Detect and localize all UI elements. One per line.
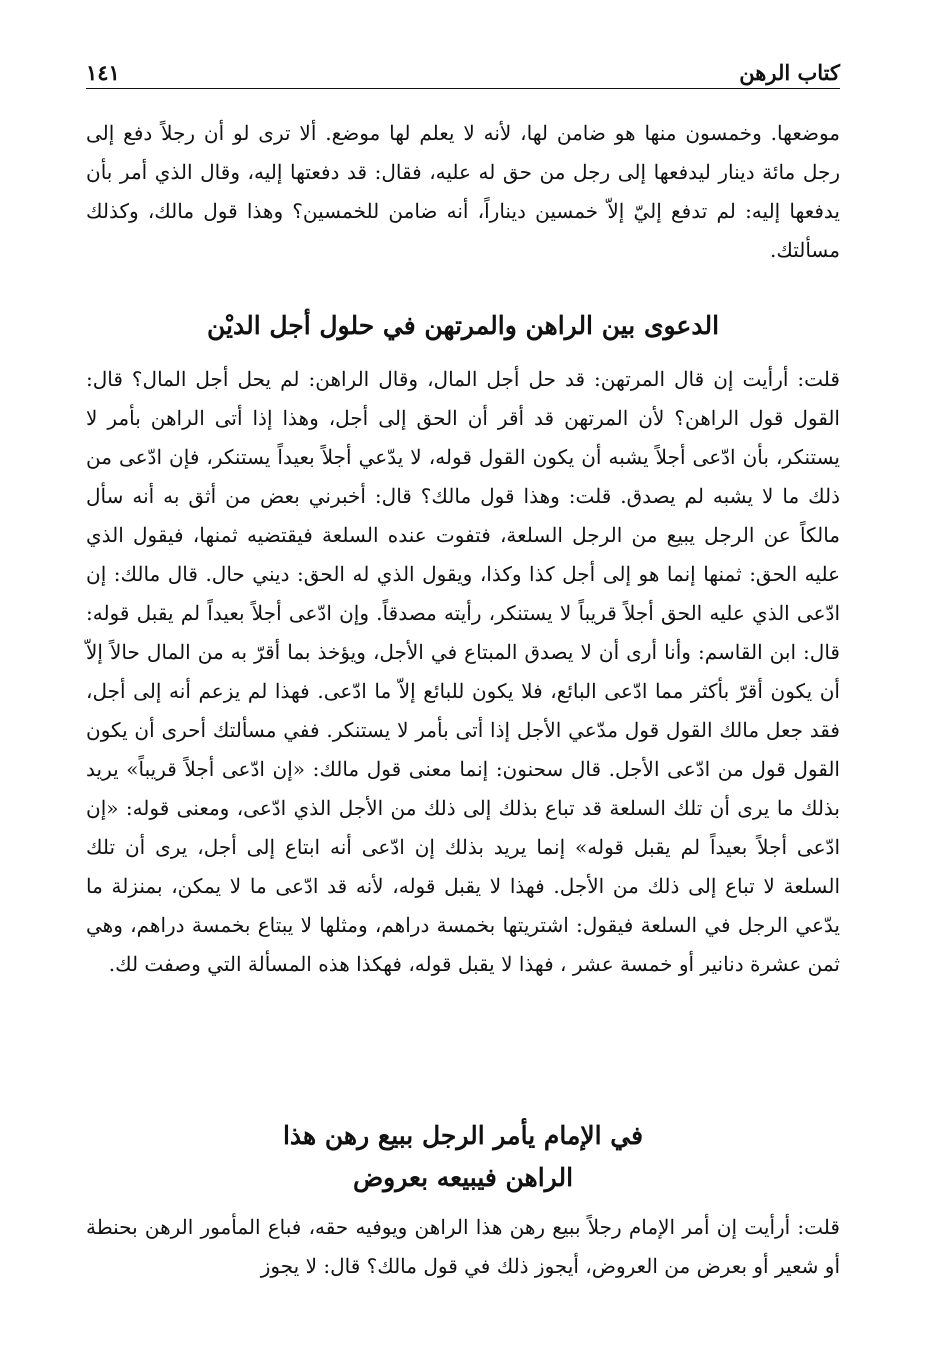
- paragraph-imam-sale: قلت: أرأيت إن أمر الإمام رجلاً ببيع رهن هذا الراهن ويوفيه حقه، فباع المأمور الرهن بحنطة أو شعير أو بعرض من العروض، أيجوز ذلك في قول مالك؟ قال: لا يجوز: [86, 1215, 840, 1278]
- paragraph-claim-due-date: قلت: أرأيت إن قال المرتهن: قد حل أجل المال، وقال الراهن: لم يحل أجل المال؟ قال: القول قول الراهن؟ لأن المرتهن قد أقر أن الحق إلى أجل، وهذا إذا أتى الراهن بأمر لا يستنكر، بأن ادّعى أجلاً يشبه أن يكون القول قوله، لا يدّعي أجلاً بعيداً يستنكر، فإن ادّعى من ذلك ما لا يشبه لم يصدق. قلت: وهذا قول مالك؟ قال: أخبرني بعض من أثق به أنه سأل مالكاً عن الرجل يبيع من الرجل السلعة، فتفوت عنده السلعة فيقتضيه ثمنها، فيقول الذي عليه الحق: ثمنها إنما هو إلى أجل كذا وكذا، ويقول الذي له الحق: ديني حال. قال مالك: إن ادّعى الذي عليه الحق أجلاً قريباً لا يستنكر، رأيته مصدقاً. وإن ادّعى أجلاً بعيداً لم يقبل قوله: قال: ابن القاسم: وأنا أرى أن لا يصدق المبتاع في الأجل، ويؤخذ بما أقرّ به من المال حالاً إلاّ أن يكون أقرّ بأكثر مما ادّعى البائع، فلا يكون للبائع إلاّ ما ادّعى. فهذا لم يزعم أنه إلى أجل، فقد جعل مالك القول قول مدّعي الأجل إذا أتى بأمر لا يستنكر. ففي مسألتك أحرى أن يكون القول قول من ادّعى الأجل. قال سحنون: إنما معنى قول مالك: «إن ادّعى أجلاً قريباً» يريد بذلك ما يرى أن تلك السلعة قد تباع بذلك إلى ذلك من الأجل الذي ادّعى، ومعنى قوله: «إن ادّعى أجلاً بعيداً لم يقبل قوله» إنما يريد بذلك إن ادّعى أنه ابتاع إلى أجل، يرى أن تلك السلعة لا تباع إلى ذلك من الأجل. فهذا لا يقبل قوله، لأنه قد ادّعى ما لا يمكن، بمنزلة ما يدّعي الرجل في السلعة فيقول: اشتريتها بخمسة دراهم، ومثلها لا يبتاع بخمسة دراهم، وهي ثمن عشرة دنانير أو خمسة عشر ، فهذا لا يقبل قوله، فهكذا هذه المسألة التي وصفت لك.: [86, 367, 840, 976]
- running-title: كتاب الرهن: [739, 60, 840, 85]
- page-number: ١٤١: [86, 60, 120, 85]
- paragraph-continuation: موضعها. وخمسون منها هو ضامن لها، لأنه لا يعلم لها موضع. ألا ترى لو أن رجلاً دفع إلى رجل مائة دينار ليدفعها إلى رجل من حق له عليه، فقال: قد دفعتها إليه، وقال الذي أمر بأن يدفعها إليه: لم تدفع إليّ إلاّ خمسين ديناراً، أنه ضامن للخمسين؟ وهذا قول مالك، وكذلك مسألتك.: [86, 121, 840, 262]
- section-heading-claim-due-date: الدعوى بين الراهن والمرتهن في حلول أجل الديْن: [206, 311, 720, 340]
- section-heading-imam-line2: الراهن فيبيعه بعروض: [352, 1163, 574, 1192]
- section-heading-imam-line1: في الإمام يأمر الرجل ببيع رهن هذا: [282, 1121, 644, 1150]
- page-header: [86, 58, 840, 89]
